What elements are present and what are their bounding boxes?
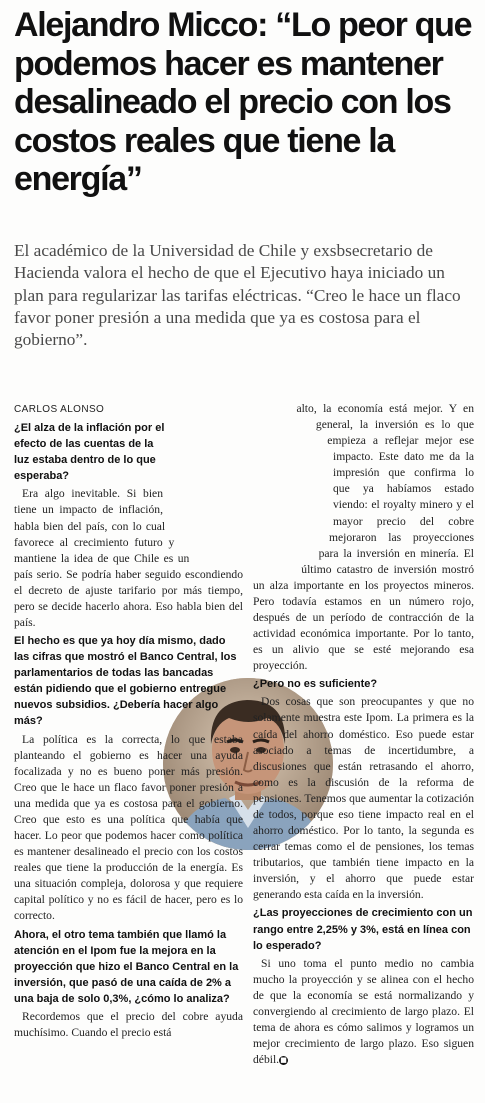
end-of-article-icon: ■ (280, 1055, 287, 1064)
answer (253, 956, 474, 1069)
question: ¿Pero no es suficiente? (253, 678, 378, 691)
continued-paragraph: alto, la economía está mejor. Y en general, la inversión es lo que empieza a reflejar mejor ese impacto. Este dato me da la impresión que confirma lo que ya habíamos estado viendo: el royalty minero y el mayor precio del cobre mejoraron las proyecciones para la inversión en minería. El último catastro de inversión mostró un alza importante en los proyectos mineros. Pero todavía estamos en un número rojo, después de un período de contracción de la actividad económica importante. Por lo tanto, es un alivio que se esté mejorando esa proyección. (253, 402, 474, 673)
headline: Alejandro Micco: “Lo peor que podemos hacer es mantener desalineado el precio con los costos reales que tiene la energía” (14, 6, 472, 198)
left-column (14, 402, 243, 1043)
question: El hecho es que ya hoy día mismo, dado las cifras que mostró el Banco Central, los parlamentarios de todas las bancadas están pidiendo que el gobierno entregue nuevos subsidios. ¿Debería hacer algo más? (14, 635, 237, 728)
answer: Era algo inevitable. Si bien tiene un impacto de inflación, habla bien del país, con lo cual favorece al crecimiento futuro y mantiene la idea de que Chile es un país serio. Se podría haber seguido escondiendo el decreto de ajuste tarifario por más tiempo, pero se decide hacerlo ahora. Eso habla bien del país. (14, 487, 243, 630)
answer: La política es la correcta, lo que estaba planteando el gobierno es hacer una ayuda focalizada y no es bueno poner más presión. Creo que le hace un flaco favor poner presión a una medida que ya es costosa para el gobierno. Creo que esto es una política que había que hacer. Lo peor que podemos hacer como política es mantener desalineado el precio con los costos reales que tiene la producción de la energía. Es una situación compleja, dolorosa y que requiere capital político y no es fácil de hacer, pero es lo correcto. (14, 732, 243, 923)
subheadline: El académico de la Universidad de Chile y exsbsecretario de Hacienda valora el hecho de que el Ejecutivo haya iniciado un plan para regularizar las tarifas eléctricas. “Creo le hace un flaco favor poner presión a una medida que ya es costosa para el gobierno”. (14, 241, 461, 350)
answer: Recordemos que el precio del cobre ayuda muchísimo. Cuando el precio está (14, 1009, 243, 1039)
right-column (253, 401, 474, 1070)
question: Ahora, el otro tema también que llamó la atención en el Ipom fue la mejora en la proyección que hizo el Banco Central en la inversión, que pasó de una caída de 2% a una baja de solo 0,3%, ¿cómo lo analiza? (14, 928, 239, 1005)
final-answer-text: Si uno toma el punto medio no cambia mucho la proyección y se alinea con el hecho de que la economía se está normalizando y convergiendo al crecimiento de largo plazo. El tema de ahora es cómo salimos y logramos un mejor crecimiento de largo plazo. Eso siguen débil. (253, 956, 474, 1067)
question: ¿El alza de la inflación por el efecto de las cuentas de la luz estaba dentro de lo que esperaba? (14, 422, 165, 483)
question: ¿Las proyecciones de crecimiento con un rango entre 2,25% y 3%, está en línea con lo esperado? (253, 907, 473, 952)
byline: CARLOS ALONSO (14, 404, 105, 415)
answer: Dos cosas que son preocupantes y que no solamente muestra este Ipom. La primera es la caída del ahorro doméstico. Eso puede estar asociado a temas de incertidumbre, a discusiones que están retrasando el ahorro, como es la discusión de la reforma de pensiones. Tenemos que aumentar la cotización de todos, porque eso tiene impacto real en el ahorro doméstico. Por lo tanto, la segunda es cerrar temas como el de pensiones, los temas tributarios, que también tiene impacto en la inversión, y el ahorro que puede estar generando esta caída en la inversión. (253, 695, 474, 902)
